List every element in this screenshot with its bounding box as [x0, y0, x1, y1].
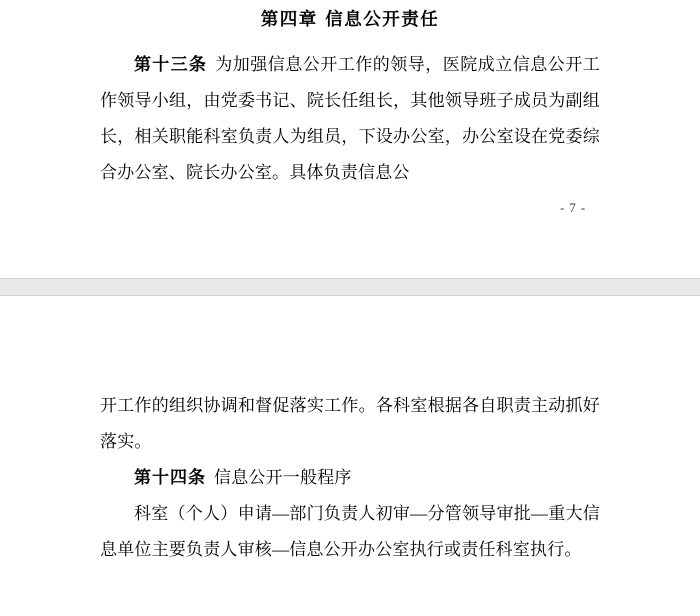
paragraph-article-14	[100, 460, 600, 496]
paragraph-article-13	[100, 47, 600, 191]
article-label-13: 第十三条	[134, 54, 208, 75]
paragraph-procedure	[100, 496, 600, 568]
chapter-heading: 第四章 信息公开责任	[260, 10, 440, 30]
article-body-13: 为加强信息公开工作的领导，医院成立信息公开工作领导小组，由党委书记、院长任组长，其他领导班子成员为副组长，相关职能科室负责人为组员，下设办公室，办公室设在党委综合办公室、院长办公室。具体负责信息公	[100, 54, 600, 182]
article-body-14: 信息公开一般程序	[214, 468, 352, 487]
document-page-1	[0, 0, 700, 278]
procedure-body: 科室（个人）申请—部门负责人初审—分管领导审批—重大信息单位主要负责人审核—信息公开办公室执行或责任科室执行。	[100, 504, 600, 559]
document-page-2	[0, 296, 700, 616]
paragraph-continuation	[100, 388, 600, 460]
article-label-14: 第十四条	[134, 468, 206, 488]
page-number-marker: - 7 -	[560, 200, 586, 215]
continuation-body: 开工作的组织协调和督促落实工作。各科室根据各自职责主动抓好落实。	[100, 396, 600, 451]
page-separator	[0, 278, 700, 296]
